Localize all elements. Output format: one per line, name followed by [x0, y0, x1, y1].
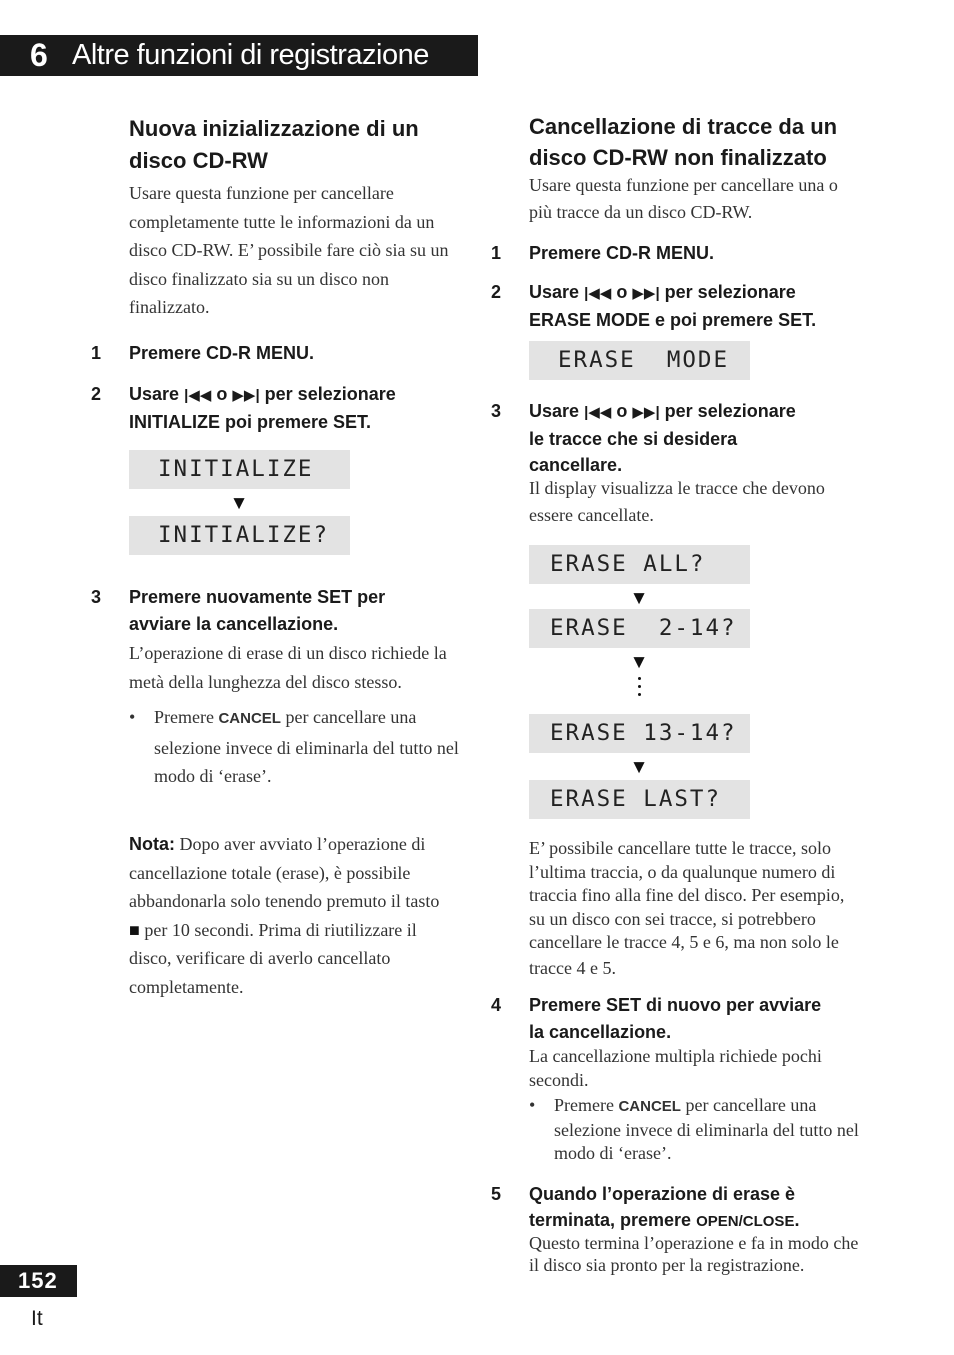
left-intro [129, 179, 469, 322]
page-number: 152 [0, 1265, 77, 1297]
next-track-icon: ▶▶| [632, 404, 660, 421]
cancel-key-label: CANCEL [618, 1098, 681, 1115]
step-line [129, 381, 469, 409]
step-line [529, 279, 869, 307]
intro-line: disco finalizzato sia su un disco non [129, 268, 389, 289]
note-line: cancellazione totale (erase), è possibile [129, 862, 411, 883]
intro-line: Usare questa funzione per cancellare [129, 183, 394, 203]
step-text [529, 398, 869, 478]
step-number: 1 [91, 343, 102, 363]
step-description [129, 639, 469, 696]
previous-track-icon: |◀◀ [584, 285, 612, 302]
desc-line: L’operazione di erase di un disco richiede la [129, 643, 447, 663]
step-description [529, 1232, 889, 1276]
bullet-text [154, 703, 474, 791]
step-line: la cancellazione. [529, 1022, 672, 1042]
intro-line: disco CD-RW. E’ possibile fare ciò sia su un [129, 240, 449, 260]
step-line: ERASE MODE e poi premere SET. [529, 310, 817, 330]
step-number: 3 [491, 401, 502, 421]
right-heading-line: disco CD-RW non finalizzato [529, 145, 827, 170]
step-line: Quando l’operazione di erase è [529, 1184, 796, 1204]
lcd-display: ERASE ALL? [529, 545, 750, 584]
step-number: 2 [491, 282, 502, 302]
step-word: per selezionare [664, 282, 796, 302]
note-line [129, 830, 469, 859]
step-word: o [616, 282, 628, 302]
desc-line: secondi. [529, 1069, 589, 1090]
lcd-display: ERASE LAST? [529, 780, 750, 819]
note-word: Dopo aver avviato l’operazione di [179, 834, 426, 854]
right-intro [529, 172, 869, 226]
step-word: terminata, premere [529, 1210, 692, 1230]
previous-track-icon: |◀◀ [584, 404, 612, 421]
intro-line: Usare questa funzione per cancellare una o [529, 175, 838, 195]
para-line: E’ possibile cancellare tutte le tracce, solo [529, 838, 832, 858]
left-heading [129, 113, 419, 177]
left-heading-line: Nuova inizializzazione di un [129, 116, 419, 141]
note-line [129, 916, 469, 945]
bullet-icon: • [129, 707, 136, 727]
bullet-word: Premere [554, 1095, 614, 1115]
left-heading-line: disco CD-RW [129, 148, 268, 173]
desc-line: Questo termina l’operazione e fa in modo che [529, 1233, 859, 1253]
cancel-key-label: CANCEL [218, 710, 281, 727]
bullet-text [554, 1094, 874, 1166]
open-close-key-label: OPEN/CLOSE [696, 1213, 795, 1230]
desc-line: essere cancellate. [529, 505, 654, 525]
right-heading [529, 111, 837, 173]
note-line: disco, verificare di averlo cancellato [129, 948, 391, 968]
down-arrow-icon: ▼ [629, 757, 649, 778]
step-number: 2 [91, 384, 102, 404]
step-word: Usare [129, 384, 180, 404]
chapter-header [0, 35, 478, 76]
stop-icon: ■ [129, 919, 140, 940]
next-track-icon: ▶▶| [232, 387, 260, 404]
step-line: INITIALIZE poi premere SET. [129, 412, 372, 432]
step-word: Usare [529, 401, 580, 421]
step-word: per selezionare [664, 401, 796, 421]
bullet-line: selezione invece di eliminarla del tutto nel [154, 737, 459, 758]
note-word: per 10 secondi. Prima di riutilizzare il [144, 919, 417, 940]
intro-line: finalizzato. [129, 297, 210, 317]
lcd-display: INITIALIZE [129, 450, 350, 489]
down-arrow-icon: ▼ [629, 652, 649, 673]
intro-line: più tracce da un disco CD-RW. [529, 202, 753, 222]
step-number: 1 [491, 243, 502, 263]
bullet-line: modo di ‘erase’. [554, 1143, 672, 1163]
chapter-title: Altre funzioni di registrazione [72, 39, 429, 71]
para-line: traccia fino alla fine del disco. Per esempio, [529, 885, 845, 905]
bullet-line: selezione invece di eliminarla del tutto nel [554, 1119, 859, 1140]
step-number: 5 [491, 1184, 502, 1204]
desc-line: Il display visualizza le tracce che devono [529, 478, 825, 498]
step-text [129, 584, 385, 638]
chapter-number: 6 [30, 37, 48, 73]
step-text [529, 279, 869, 334]
step-number: 3 [91, 587, 102, 607]
para-line: cancellare le tracce 4, 5 e 6, ma non solo le [529, 932, 839, 952]
bullet-word: Premere [154, 707, 214, 727]
step-word: per selezionare [264, 384, 396, 404]
step-text [529, 1181, 889, 1235]
step-line: cancellare. [529, 455, 623, 475]
para-line: su un disco con sei tracce, si potrebbero [529, 908, 816, 929]
step-text [529, 992, 869, 1046]
desc-line: metà della lunghezza del disco stesso. [129, 671, 402, 692]
step-line [529, 398, 869, 426]
step-line: Premere nuovamente SET per [129, 587, 386, 607]
bullet-word: per cancellare una [285, 707, 417, 727]
step-line: Premere SET di nuovo per avviare [529, 995, 822, 1015]
bullet-line: modo di ‘erase’. [154, 766, 272, 786]
step-word: o [216, 384, 228, 404]
lcd-display: ERASE 2-14? [529, 609, 750, 648]
down-arrow-icon: ▼ [629, 588, 649, 609]
lcd-display: ERASE 13-14? [529, 714, 750, 753]
step-text: Premere CD-R MENU. [129, 343, 315, 363]
step-description [529, 475, 869, 529]
step-description [529, 1045, 869, 1092]
step-line: avviare la cancellazione. [129, 614, 339, 634]
right-heading-line: Cancellazione di tracce da un [529, 114, 838, 139]
intro-line: completamente tutte le informazioni da un [129, 211, 435, 232]
step-line: le tracce che si desidera [529, 429, 738, 449]
previous-track-icon: |◀◀ [184, 387, 212, 404]
lcd-display: INITIALIZE? [129, 516, 350, 555]
desc-line: La cancellazione multipla richiede pochi [529, 1046, 822, 1066]
para-line: l’ultima traccia, o da qualunque numero di [529, 861, 836, 882]
note [129, 830, 469, 1001]
step-word: o [616, 401, 628, 421]
down-arrow-icon: ▼ [229, 493, 249, 514]
desc-line: il disco sia pronto per la registrazione. [529, 1255, 805, 1275]
step-word: Usare [529, 282, 580, 302]
note-line: completamente. [129, 976, 244, 997]
lcd-display: ERASE MODE [529, 341, 750, 380]
step-word: . [794, 1210, 800, 1230]
language-label: It [31, 1307, 43, 1330]
step-text: Premere CD-R MENU. [529, 243, 715, 263]
bullet-line [554, 1094, 874, 1119]
next-track-icon: ▶▶| [632, 285, 660, 302]
note-line: abbandonarla solo tenendo premuto il tasto [129, 891, 440, 911]
bullet-line [154, 703, 474, 734]
note-label: Nota: [129, 834, 175, 854]
step-number: 4 [491, 995, 502, 1015]
step-text [129, 381, 469, 436]
erase-paragraph [529, 837, 869, 980]
step-line [529, 1207, 889, 1235]
vertical-ellipsis-icon [629, 677, 649, 696]
bullet-word: per cancellare una [685, 1095, 817, 1115]
para-line: tracce 4 e 5. [529, 957, 616, 978]
bullet-icon: • [529, 1095, 536, 1115]
